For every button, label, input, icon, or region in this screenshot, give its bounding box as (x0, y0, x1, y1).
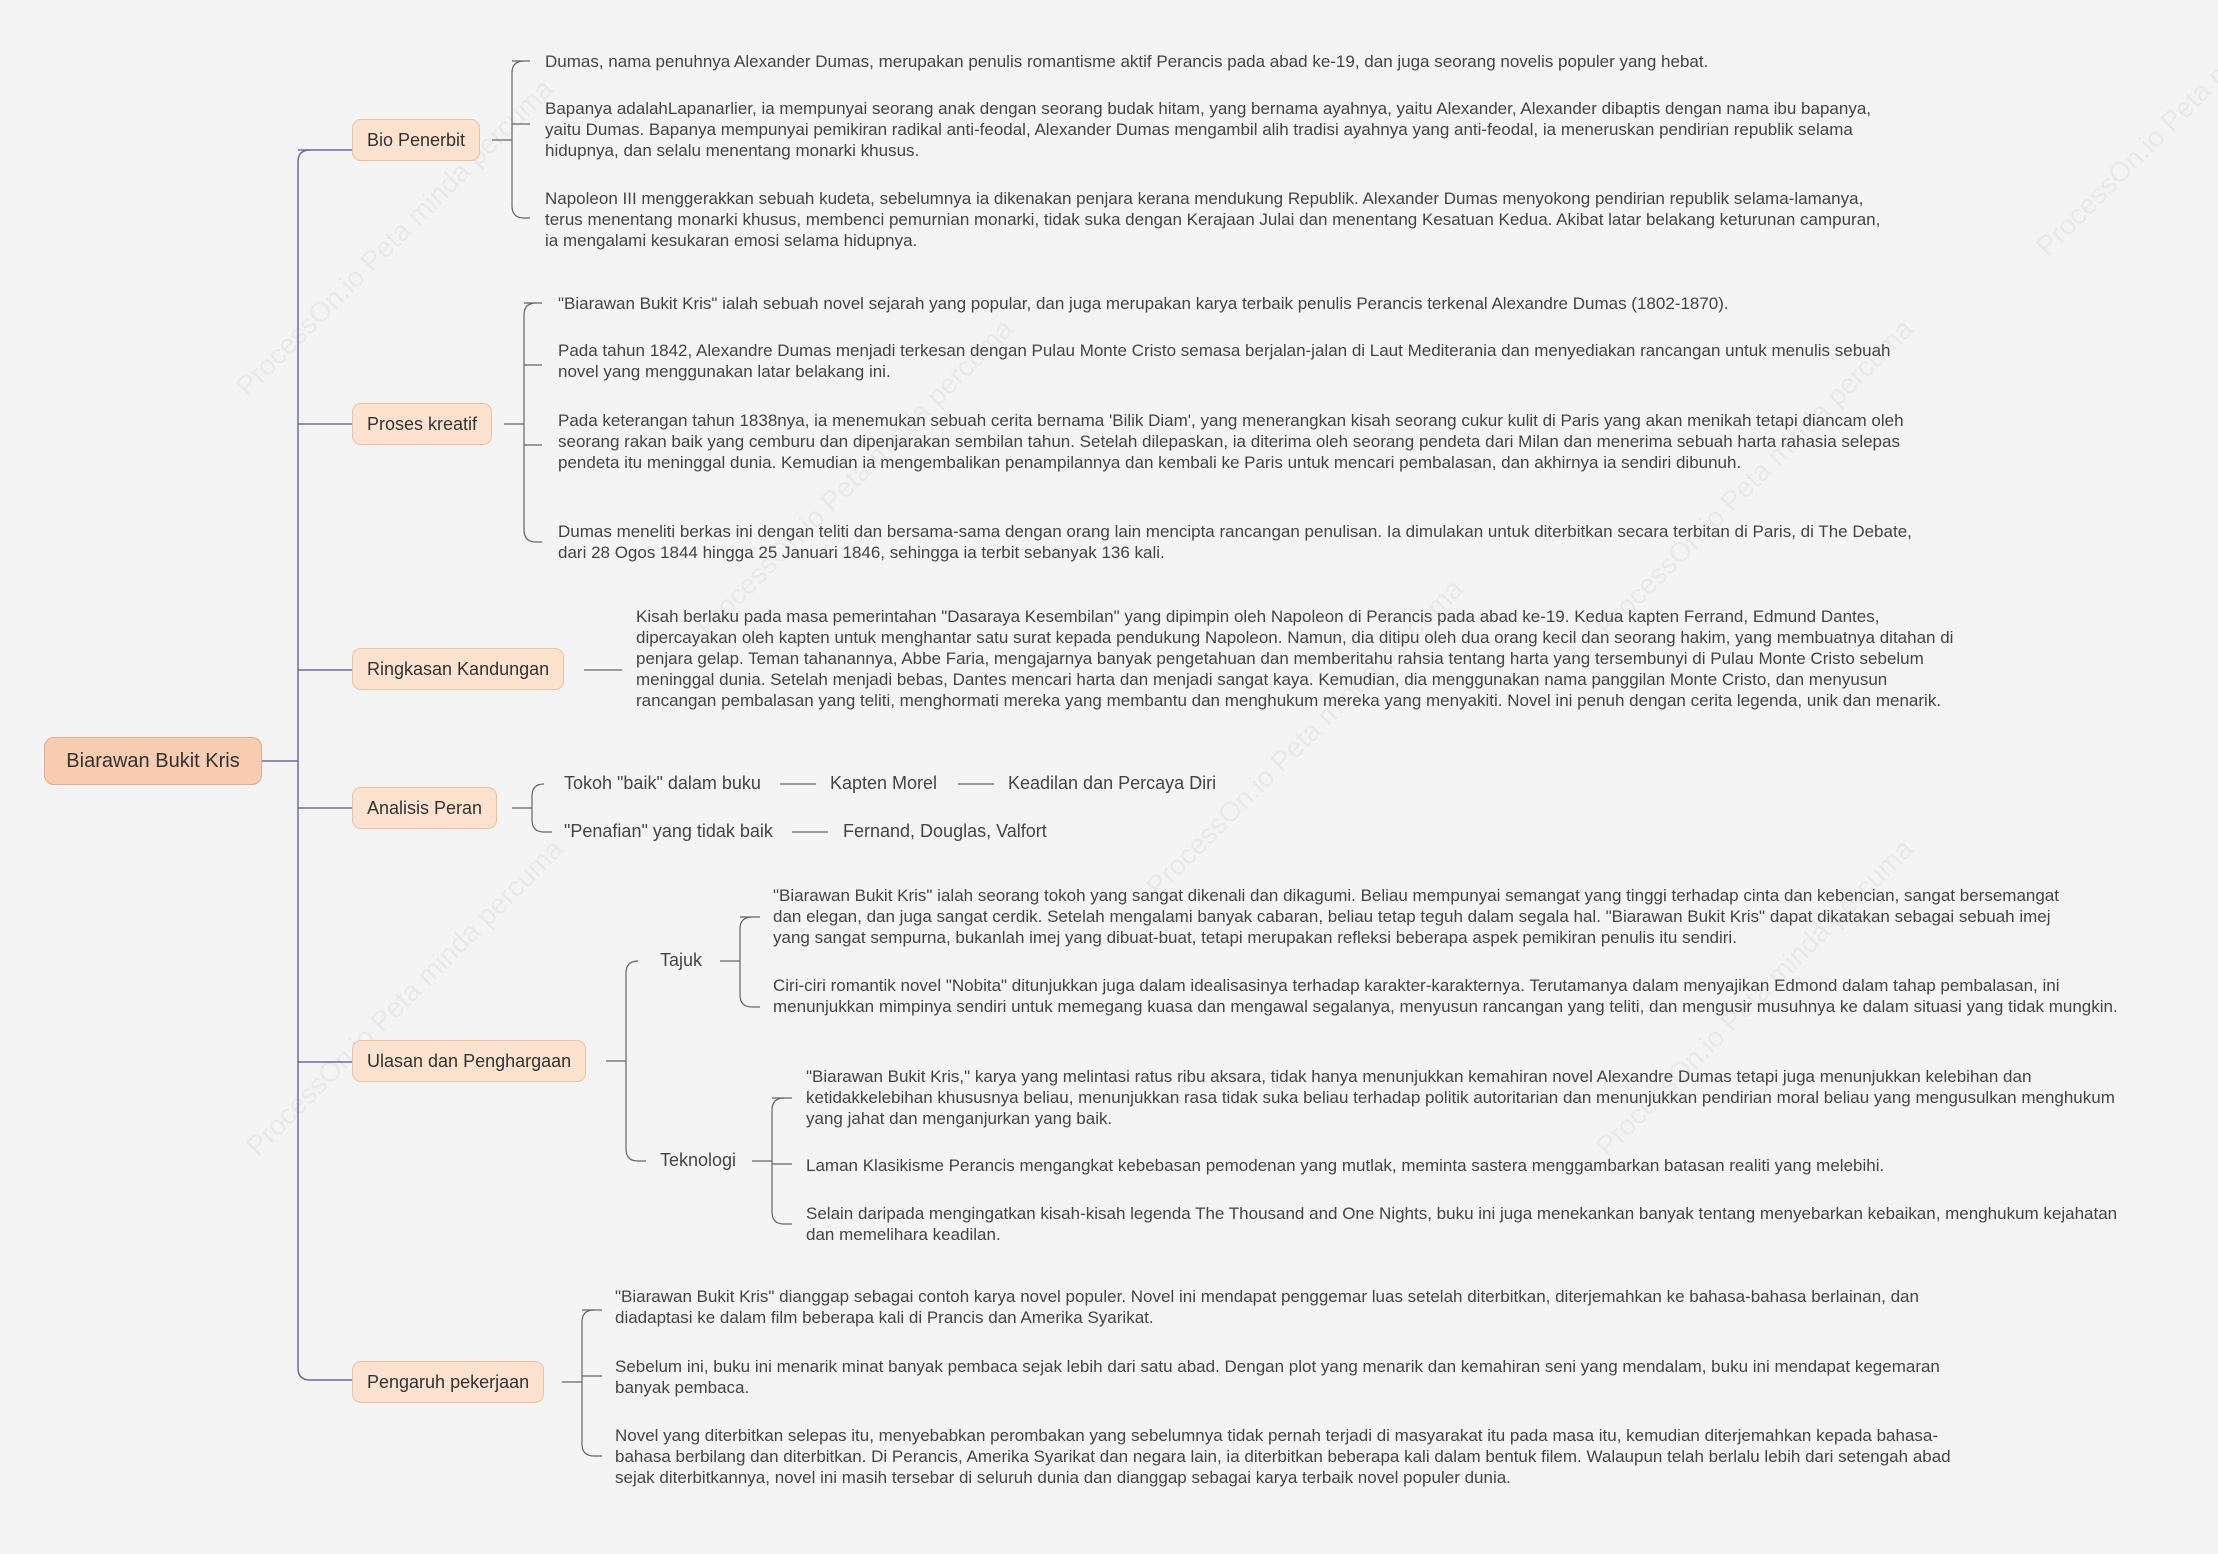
leaf-proses-2: Pada tahun 1842, Alexandre Dumas menjadi terkesan dengan Pulau Monte Cristo semasa berjalan-jalan di Laut Mediterania dan menyediakan rancangan untuk menulis sebuah novel yang menggunakan latar belakang ini. (558, 341, 1891, 381)
branch-proses-kreatif[interactable] (352, 403, 492, 445)
leaf-pengaruh-2: Sebelum ini, buku ini menarik minat banyak pembaca sejak lebih dari satu abad. Dengan plot yang menarik dan kemahiran seni yang mendalam, buku ini mendapat kegemaran banyak pembaca. (615, 1357, 1940, 1397)
leaf-teknologi-1: "Biarawan Bukit Kris," karya yang melintasi ratus ribu aksara, tidak hanya menunjukkan kemahiran novel Alexandre Dumas tetapi juga menunjukkan kelebihan dan ketidakkelebihan khususnya beliau, menunjukkan rasa tidak suka beliau terhadap politik autoritarian dan menunjukkan pendirian moral beliau yang mengusulkan menghukum yang jahat dan menganjurkan yang baik. (806, 1067, 2115, 1128)
leaf-proses-4: Dumas meneliti berkas ini dengan teliti dan bersama-sama dengan orang lain mencipta rancangan penulisan. Ia dimulakan untuk diterbitkan secara terbitan di Paris, di The Debate, dari 28 Ogos 1844 hingga 25 Januari 1846, sehingga ia terbit sebanyak 136 kali. (558, 522, 1912, 562)
branch-label: Proses kreatif (367, 413, 478, 434)
leaf-pengaruh-1: "Biarawan Bukit Kris" dianggap sebagai contoh karya novel populer. Novel ini mendapat penggemar luas setelah diterbitkan, diterjemahkan ke bahasa-bahasa berlainan, dan diadaptasi ke dalam film beberapa kali di Prancis dan Amerika Syarikat. (615, 1287, 1919, 1327)
branch-label: Bio Penerbit (367, 129, 466, 150)
ulasan-teknologi[interactable]: Teknologi (660, 1150, 737, 1170)
leaf-bio-3: Napoleon III menggerakkan sebuah kudeta, sebelumnya ia dikenakan penjara kerana mendukung Republik. Alexander Dumas menyokong pendirian republik selama-lamanya, terus menentang monarki khusus, membenci pemurnian monarki, tidak suka dengan Kerajaan Julai dan menentang Kesatuan Kedua. Akibat latar belakang keturunan campuran, ia mengalami kesukaran emosi selama hidupnya. (545, 189, 1881, 250)
leaf-tajuk-1: "Biarawan Bukit Kris" ialah seorang tokoh yang sangat dikenali dan dikagumi. Beliau mempunyai semangat yang tinggi terhadap cinta dan kebencian, sangat bersemangat dan elegan, dan juga sangat cerdik. Setelah mengalami banyak cabaran, beliau tetap teguh dalam segala hal. "Biarawan Bukit Kris" dapat dikatakan sebagai sebuah imej yang sangat sempurna, bukanlah imej yang dibuat-buat, tetapi merupakan refleksi beberapa aspek pemikiran penulis itu sendiri. (773, 886, 2059, 947)
leaf-bio-2: Bapanya adalahLapanarlier, ia mempunyai seorang anak dengan seorang budak hitam, yang bernama ayahnya, yaitu Alexander, Alexander dibaptis dengan nama ibu bapanya, yaitu Dumas. Bapanya mempunyai pemikiran radikal anti-feodal, Alexander Dumas mengambil alih tradisi ayahnya yang anti-feodal, ia meneruskan pendirian republik selama hidupnya, dan selalu menentang monarki khusus. (545, 99, 1871, 160)
leaf-teknologi-2: Laman Klasikisme Perancis mengangkat kebebasan pemodenan yang mutlak, meminta sastera menggambarkan batasan realiti yang melebihi. (806, 1156, 1885, 1175)
analisis-good-character[interactable]: Tokoh "baik" dalam buku (564, 773, 761, 793)
branch-bio-penerbit[interactable] (352, 119, 480, 161)
leaf-proses-1: "Biarawan Bukit Kris" ialah sebuah novel sejarah yang popular, dan juga merupakan karya terbaik penulis Perancis terkenal Alexandre Dumas (1802-1870). (558, 294, 1729, 313)
branch-label: Ringkasan Kandungan (367, 658, 550, 679)
branch-label: Pengaruh pekerjaan (367, 1371, 530, 1392)
analisis-villains[interactable]: Fernand, Douglas, Valfort (843, 821, 1047, 841)
ulasan-tajuk[interactable]: Tajuk (660, 950, 703, 970)
analisis-kapten-morel[interactable]: Kapten Morel (830, 773, 938, 793)
branch-label: Ulasan dan Penghargaan (367, 1050, 572, 1071)
analisis-bad-character[interactable]: "Penafian" yang tidak baik (564, 821, 773, 841)
root-label: Biarawan Bukit Kris (66, 749, 240, 772)
branch-ulasan-penghargaan[interactable] (352, 1040, 586, 1082)
leaf-tajuk-2: Ciri-ciri romantik novel "Nobita" ditunjukkan juga dalam idealisasinya terhadap karakter-karakternya. Terutamanya dalam menyajikan Edmond dalam tahap pembalasan, ini menunjukkan mimpinya sendiri untuk memegang kuasa dan mengawal segalanya, menyusun rancangan yang teliti, dan mengusir musuhnya ke dalam situasi yang tidak mungkin. (773, 976, 2118, 1016)
branch-ringkasan-kandungan[interactable] (352, 648, 564, 690)
leaf-ringkasan-1: Kisah berlaku pada masa pemerintahan "Dasaraya Kesembilan" yang dipimpin oleh Napoleon di Perancis pada abad ke-19. Kedua kapten Ferrand, Edmund Dantes, dipercayakan oleh kapten untuk menghantar satu surat kepada pendukung Napoleon. Namun, dia ditipu oleh dua orang kecil dan seorang hakim, yang membuatnya ditahan di penjara gelap. Teman tahanannya, Abbe Faria, mengajarnya banyak pengetahuan dan memberitahu rahsia tentang harta yang tersembunyi di Pulau Monte Cristo sebelum meninggal dunia. Setelah menjadi bebas, Dantes mencari harta dan menjadi sangat kaya. Kemudian, dia menggunakan nama panggilan Monte Cristo, dan menyusun rancangan pembalasan yang teliti, menghormati mereka yang membantu dan menghukum mereka yang menyakiti. Novel ini penuh dengan cerita legenda, unik dan menarik. (636, 607, 1954, 710)
branch-label: Analisis Peran (367, 797, 483, 818)
branch-analisis-peran[interactable] (352, 787, 497, 829)
branch-pengaruh-pekerjaan[interactable] (352, 1361, 544, 1403)
leaf-teknologi-3: Selain daripada mengingatkan kisah-kisah legenda The Thousand and One Nights, buku ini juga menekankan banyak tentang menyebarkan kebaikan, menghukum kejahatan dan memelihara keadilan. (806, 1204, 2118, 1244)
analisis-keadilan[interactable]: Keadilan dan Percaya Diri (1008, 773, 1217, 793)
leaf-proses-3: Pada keterangan tahun 1838nya, ia menemukan sebuah cerita bernama 'Bilik Diam', yang menerangkan kisah seorang cukur kulit di Paris yang akan menikah tetapi diancam oleh seorang rakan baik yang cemburu dan dipenjarakan sembilan tahun. Setelah dilepaskan, ia diterima oleh seorang pendeta dari Milan dan menerima sebuah harta rahasia selepas pendeta itu meninggal dunia. Kemudian ia mengembalikan penampilannya dan kembali ke Paris untuk mencari pembalasan, dan akhirnya ia sendiri dibunuh. (558, 411, 1904, 472)
leaf-pengaruh-3: Novel yang diterbitkan selepas itu, menyebabkan perombakan yang sebelumnya tidak pernah terjadi di masyarakat itu pada masa itu, kemudian diterjemahkan kepada bahasa-bahasa berbilang dan diterbitkan. Di Perancis, Amerika Syarikat dan negara lain, ia diterbitkan beberapa kali dalam bentuk filem. Walaupun telah berlalu lebih dari setengah abad sejak diterbitkannya, novel ini masih tersebar di seluruh dunia dan dianggap sebagai karya terbaik novel populer dunia. (615, 1426, 1951, 1487)
leaf-bio-1: Dumas, nama penuhnya Alexander Dumas, merupakan penulis romantisme aktif Perancis pada abad ke-19, dan juga seorang novelis populer yang hebat. (545, 52, 1709, 71)
root-node[interactable] (44, 737, 262, 785)
